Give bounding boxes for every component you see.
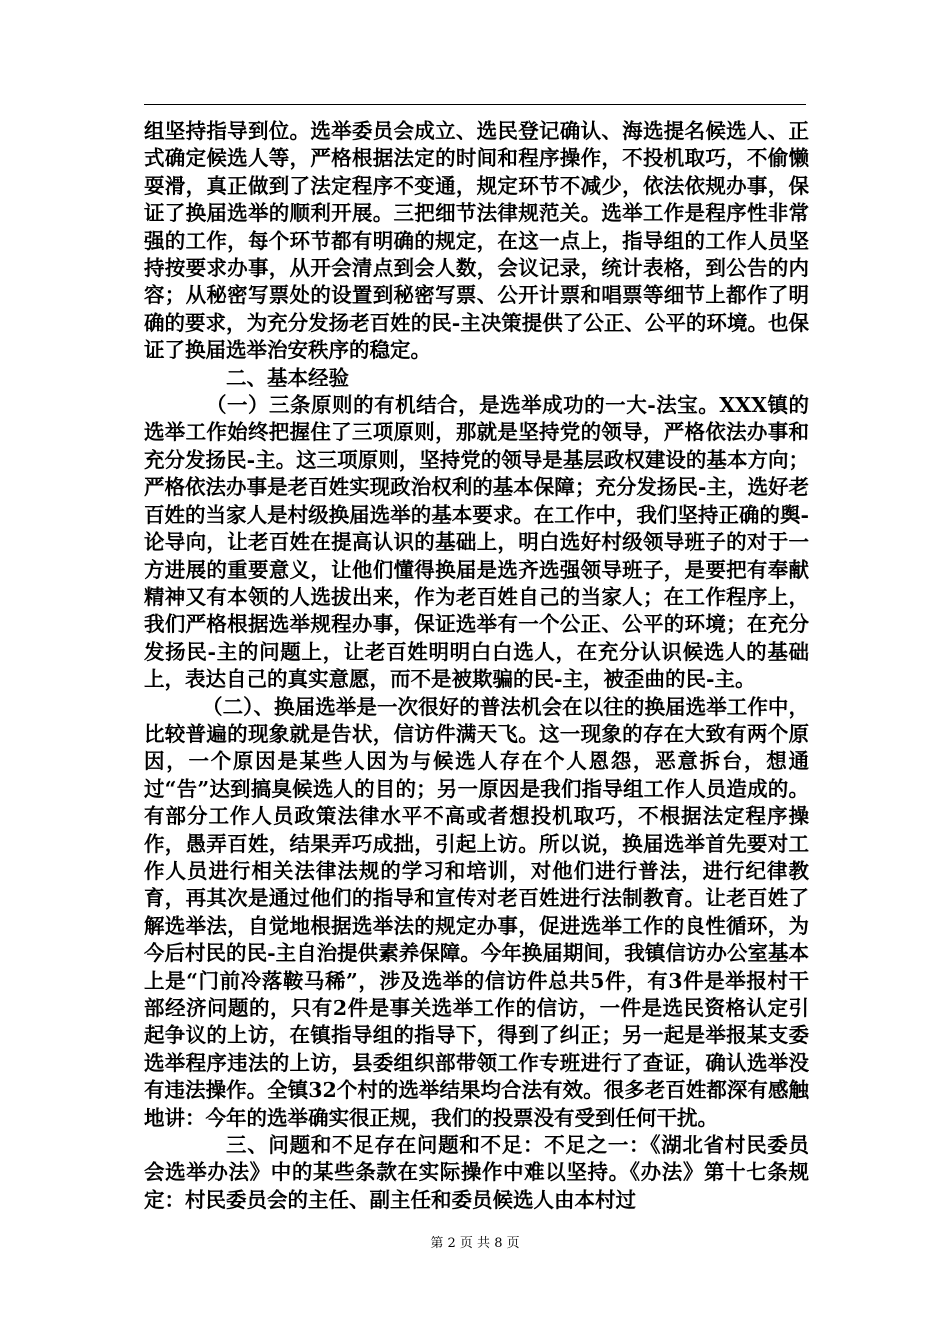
section-heading-basic-experience: 二、基本经验 bbox=[226, 365, 349, 390]
document-body bbox=[144, 118, 809, 1214]
paragraph-three-principles: （一）三条原则的有机结合，是选举成功的一大-法宝。XXX镇的选举工作始终把握住了三项原则，那就是坚持党的领导，严格依法办事和充分发扬民-主。这三项原则，坚持党的领导是基层政权建设的基本方向；严格依法办事是老百姓实现政治权利的基本保障；充分发扬民-主，选好老百姓的当家人是村级换届选举的基本要求。在工作中，我们坚持正确的舆-论导向，让老百姓在提高认识的基础上，明白选好村级领导班子的对于一方进展的重要意义，让他们懂得换届是选齐选强领导班子，是要把有奉献精神又有本领的人选拔出来，作为老百姓自己的当家人；在工作程序上，我们严格根据选举规程办事，保证选举有一个公正、公平的环境；在充分发扬民-主的问题上，让老百姓明明白白选人，在充分认识候选人的基础上，表达自己的真实意愿，而不是被欺骗的民-主，被歪曲的民-主。 bbox=[144, 393, 809, 692]
paragraph-problems: 三、问题和不足存在问题和不足：不足之一：《湖北省村民委员会选举办法》中的某些条款在实际操作中难以坚持。《办法》第十七条规定：村民委员会的主任、副主任和委员候选人由本村过 bbox=[144, 1133, 809, 1212]
page-footer: 第 2 页 共 8 页 bbox=[430, 1236, 520, 1251]
paragraph-continuation: 组坚持指导到位。选举委员会成立、选民登记确认、海选提名候选人、正式确定候选人等，严格根据法定的时间和程序操作，不投机取巧，不偷懒耍滑，真正做到了法定程序不变通，规定环节不减少，依法依规办事，保证了换届选举的顺利开展。三把细节法律规范关。选举工作是程序性非常强的工作，每个环节都有明确的规定，在这一点上，指导组的工作人员坚持按要求办事，从开会清点到会人数，会议记录，统计表格，到公告的内容；从秘密写票处的设置到秘密写票、公开计票和唱票等细节上都作了明确的要求，为充分发扬老百姓的民-主决策提供了公正、公平的环境。也保证了换届选举治安秩序的稳定。 bbox=[144, 119, 809, 363]
header-rule bbox=[144, 104, 806, 105]
paragraph-legal-education: （二）、换届选举是一次很好的普法机会在以往的换届选举工作中，比较普遍的现象就是告状，信访件满天飞。这一现象的存在大致有两个原因，一个原因是某些人因为与候选人存在个人恩怨，恶意拆台，想通过“告”达到搞臭候选人的目的；另一原因是我们指导组工作人员造成的。有部分工作人员政策法律水平不高或者想投机取巧，不根据法定程序操作，愚弄百姓，结果弄巧成拙，引起上访。所以说，换届选举首先要对工作人员进行相关法律法规的学习和培训，对他们进行普法，进行纪律教育，再其次是通过他们的指导和宣传对老百姓进行法制教育。让老百姓了解选举法，自觉地根据选举法的规定办事，促进选举工作的良性循环，为今后村民的民-主自治提供素养保障。今年换届期间，我镇信访办公室基本上是“门前冷落鞍马稀”，涉及选举的信访件总共5件，有3件是举报村干部经济问题的，只有2件是事关选举工作的信访，一件是选民资格认定引起争议的上访，在镇指导组的指导下，得到了纠正；另一起是举报某支委选举程序违法的上访，县委组织部带领工作专班进行了查证，确认选举没有违法操作。全镇32个村的选举结果均合法有效。很多老百姓都深有感触地讲：今年的选举确实很正规，我们的投票没有受到任何干扰。 bbox=[144, 694, 809, 1130]
